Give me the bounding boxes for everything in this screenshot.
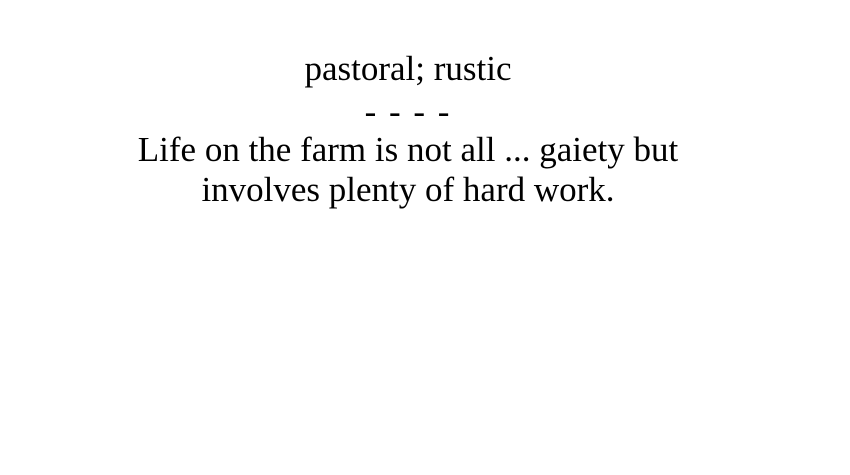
- definition-text: pastoral; rustic: [304, 49, 512, 88]
- example-sentence-line-2: involves plenty of hard work.: [201, 170, 615, 209]
- card-content: [0, 48, 816, 210]
- separator: - - - -: [364, 92, 452, 131]
- example-sentence-line-1: Life on the farm is not all ... gaiety but: [137, 130, 679, 169]
